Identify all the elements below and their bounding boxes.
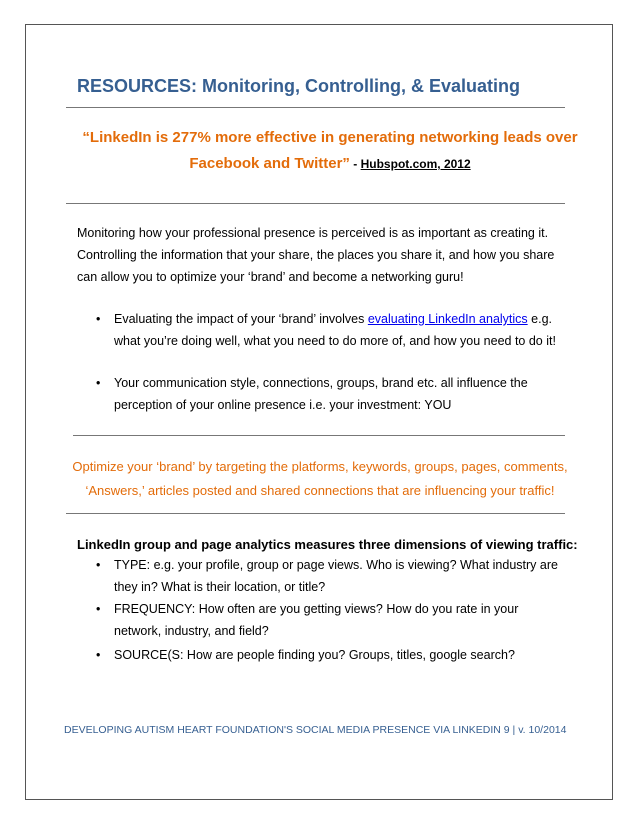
bullet-text: what you’re doing well, what you need to do more of, and how you need to do it! xyxy=(114,334,556,348)
bullet-icon: • xyxy=(96,312,101,326)
page-footer: DEVELOPING AUTISM HEART FOUNDATION'S SOCIAL MEDIA PRESENCE VIA LINKEDIN 9 | v. 10/2014 xyxy=(64,724,567,736)
quote-dash: - xyxy=(349,157,361,171)
bullet-text: Evaluating the impact of your ‘brand’ involves xyxy=(114,312,368,326)
bullet-text: TYPE: e.g. your profile, group or page views. Who is viewing? What industry are xyxy=(114,558,558,572)
bullet-text: Your communication style, connections, groups, brand etc. all influence the xyxy=(114,376,528,390)
bullet-text: FREQUENCY: How often are you getting views? How do you rate in your xyxy=(114,602,519,616)
bullet-text: perception of your online presence i.e. your investment: YOU xyxy=(114,398,452,412)
bullet-icon: • xyxy=(96,602,101,616)
bullet-text: e.g. xyxy=(527,312,552,326)
bullet-text: network, industry, and field? xyxy=(114,624,269,638)
optimize-line-1: Optimize your ‘brand’ by targeting the platforms, keywords, groups, pages, comments, xyxy=(72,459,568,474)
optimize-line-2: ‘Answers,’ articles posted and shared connections that are influencing your traffic! xyxy=(85,483,555,498)
section-divider xyxy=(66,513,565,514)
quote-line-2 xyxy=(60,151,600,177)
bullet-icon: • xyxy=(96,376,101,390)
pull-quote xyxy=(60,125,600,177)
intro-line-2: Controlling the information that your share, the places you share it, and how you share xyxy=(77,248,555,262)
optimize-callout xyxy=(60,455,580,503)
intro-paragraph xyxy=(77,222,577,288)
bullet-icon: • xyxy=(96,648,101,662)
quote-source-link[interactable]: Hubspot.com, 2012 xyxy=(360,157,471,171)
bullet-text: they in? What is their location, or title? xyxy=(114,580,326,594)
title-divider xyxy=(66,107,565,108)
section-divider xyxy=(73,435,565,436)
quote-line-1: “LinkedIn is 277% more effective in generating networking leads over xyxy=(82,129,578,146)
quote-text-2: Facebook and Twitter” xyxy=(189,155,350,172)
intro-line-1: Monitoring how your professional presence is perceived is as important as creating it. xyxy=(77,226,549,240)
quote-divider xyxy=(66,203,565,204)
page-title: RESOURCES: Monitoring, Controlling, & Evaluating xyxy=(77,76,520,96)
analytics-heading: LinkedIn group and page analytics measures three dimensions of viewing traffic: xyxy=(77,537,578,552)
bullet-icon: • xyxy=(96,558,101,572)
bullet-text: SOURCE(S: How are people finding you? Groups, titles, google search? xyxy=(114,648,515,662)
intro-line-3: can allow you to optimize your ‘brand’ and become a networking guru! xyxy=(77,270,464,284)
evaluating-analytics-link[interactable]: evaluating LinkedIn analytics xyxy=(367,312,528,326)
